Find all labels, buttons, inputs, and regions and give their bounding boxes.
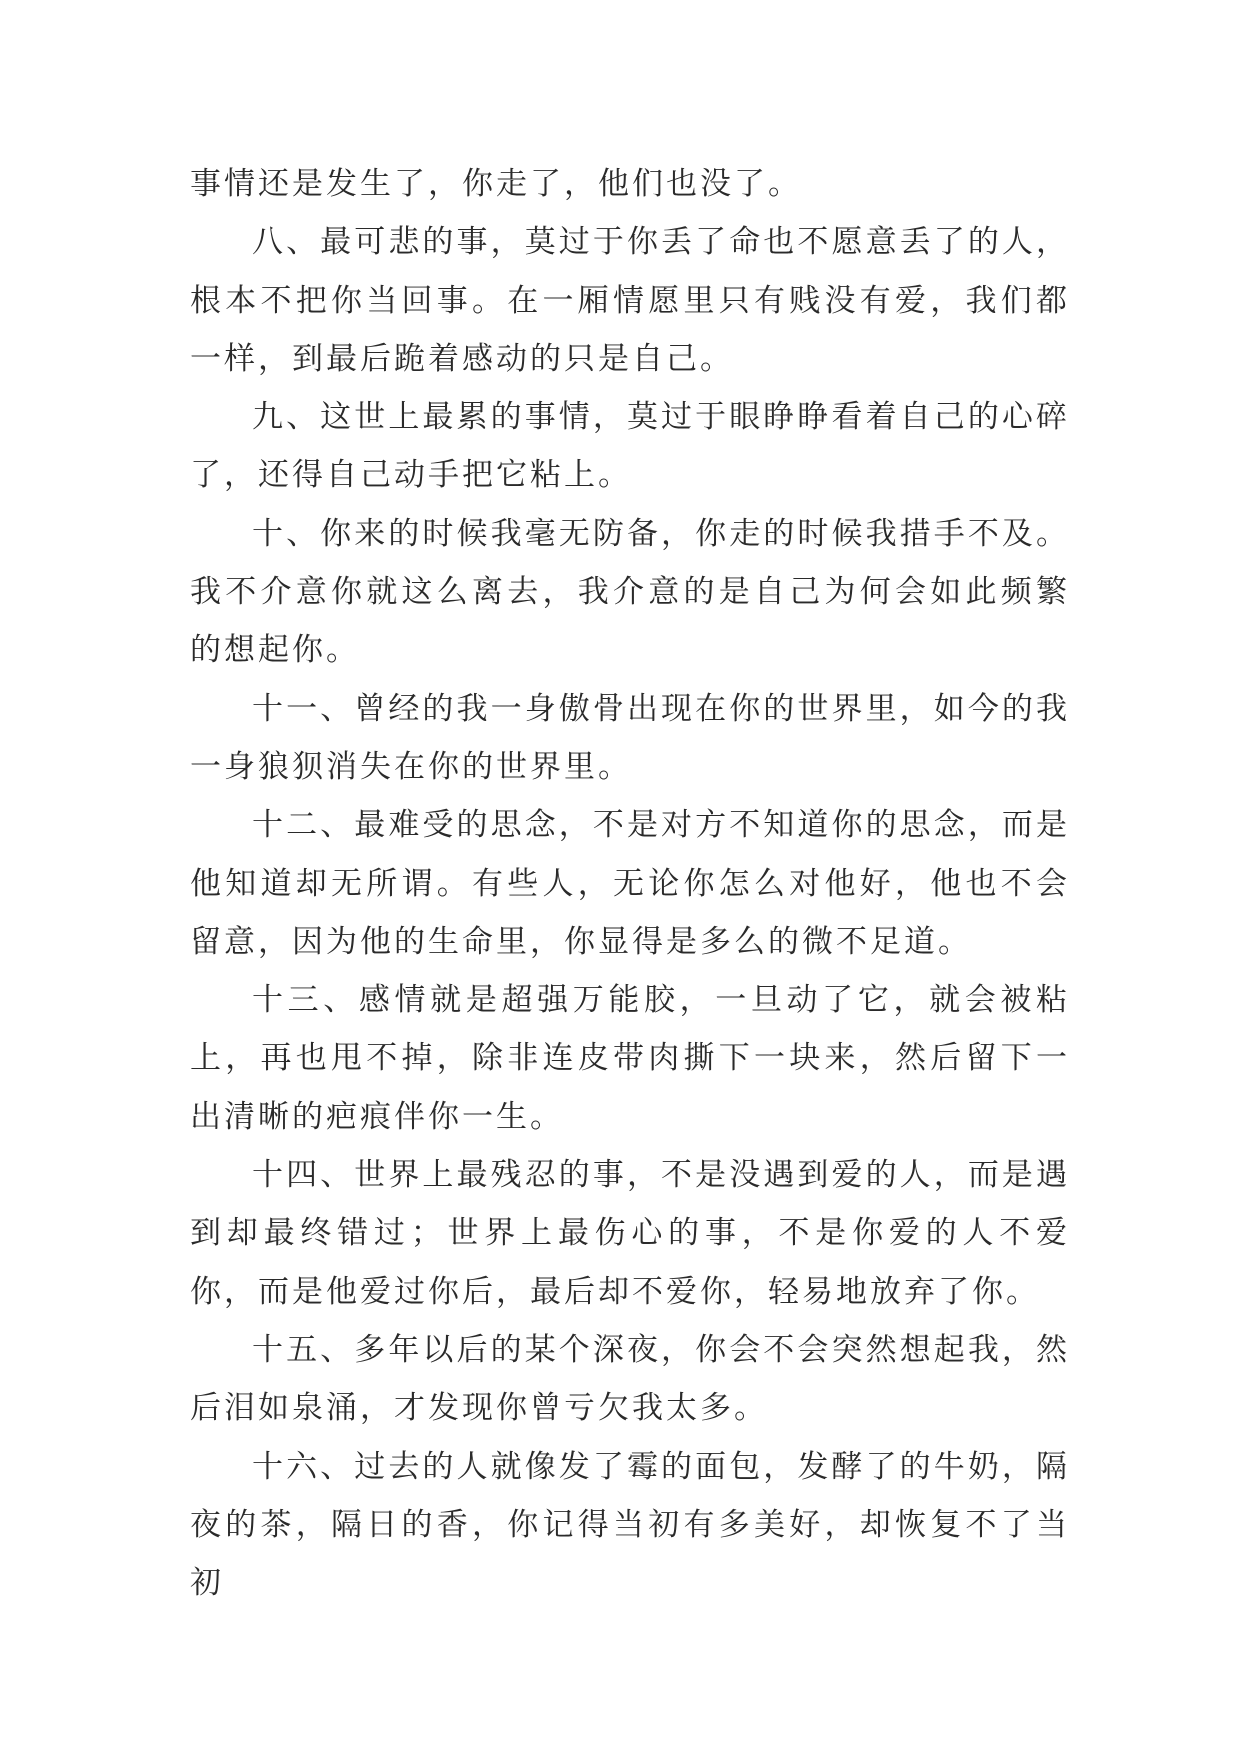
paragraph-item-15: 十五、多年以后的某个深夜，你会不会突然想起我，然后泪如泉涌，才发现你曾亏欠我太多。 [190,1331,1070,1427]
paragraph-item-14: 十四、世界上最残忍的事，不是没遇到爱的人，而是遇到却最终错过；世界上最伤心的事，不是你爱的人不爱你，而是他爱过你后，最后却不爱你，轻易地放弃了你。 [190,1157,1070,1310]
paragraph-item-13: 十三、感情就是超强万能胶，一旦动了它，就会被粘上，再也甩不掉，除非连皮带肉撕下一块来，然后留下一出清晰的疤痕伴你一生。 [190,982,1070,1135]
document-body [190,155,1070,1612]
paragraph-item-8: 八、最可悲的事，莫过于你丢了命也不愿意丢了的人，根本不把你当回事。在一厢情愿里只有贱没有爱，我们都一样，到最后跪着感动的只是自己。 [190,224,1070,377]
paragraph-item-16: 十六、过去的人就像发了霉的面包，发酵了的牛奶，隔夜的茶，隔日的香，你记得当初有多美好，却恢复不了当初 [190,1448,1070,1602]
paragraph-item-11: 十一、曾经的我一身傲骨出现在你的世界里，如今的我一身狼狈消失在你的世界里。 [190,690,1070,785]
paragraph-item-12: 十二、最难受的思念，不是对方不知道你的思念，而是他知道却无所谓。有些人，无论你怎么对他好，他也不会留意，因为他的生命里，你显得是多么的微不足道。 [190,807,1070,960]
paragraph-continuation: 事情还是发生了，你走了，他们也没了。 [190,166,802,202]
paragraph-item-9: 九、这世上最累的事情，莫过于眼睁睁看着自己的心碎了，还得自己动手把它粘上。 [190,399,1070,494]
paragraph-item-10: 十、你来的时候我毫无防备，你走的时候我措手不及。我不介意你就这么离去，我介意的是自己为何会如此频繁的想起你。 [190,515,1070,669]
